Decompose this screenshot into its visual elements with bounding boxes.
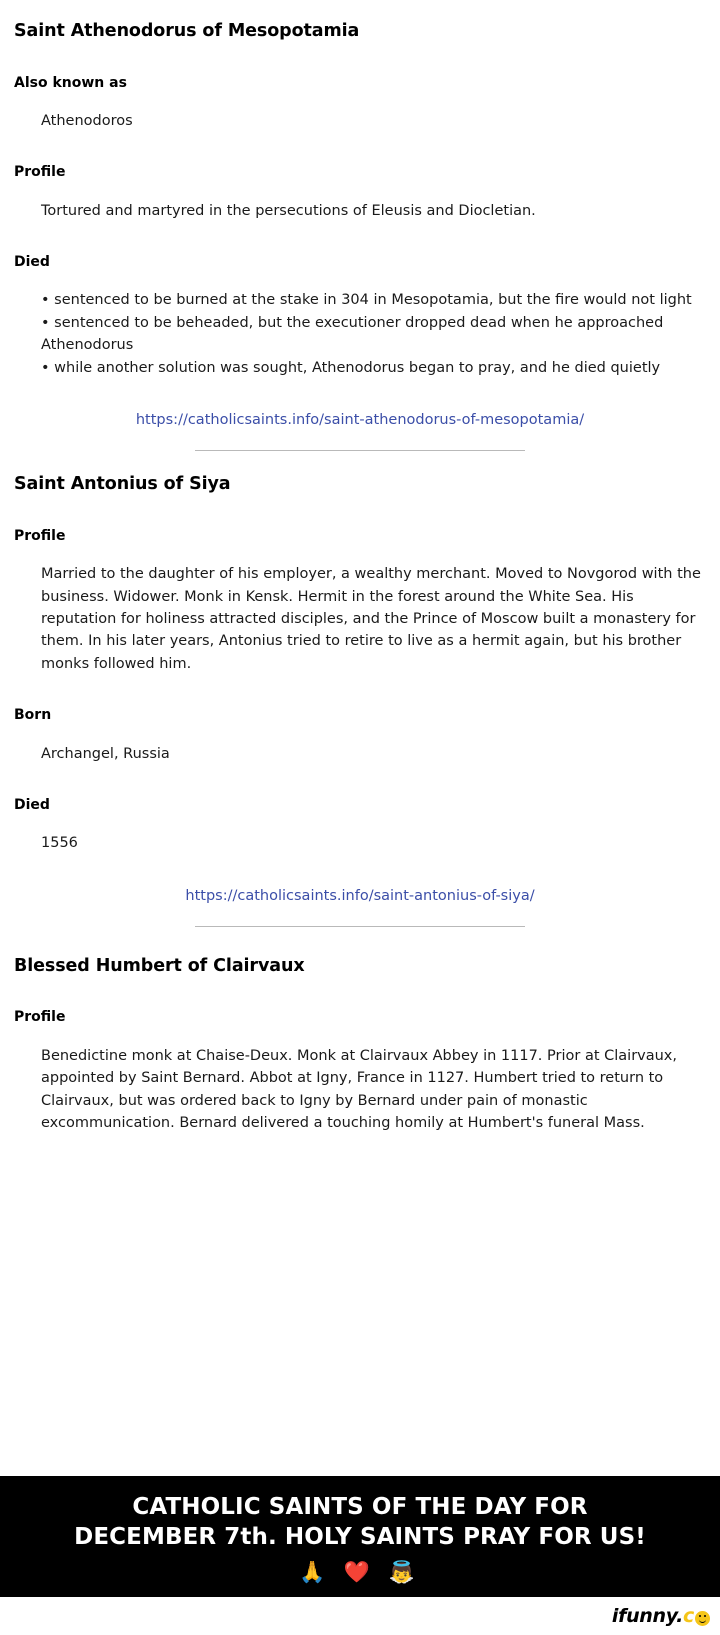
caption-banner: [0, 1476, 720, 1597]
smiley-icon: [695, 1611, 710, 1626]
ifunny-watermark: [612, 1605, 710, 1627]
watermark-text: ifunny.: [611, 1605, 684, 1627]
section-divider: [195, 450, 525, 451]
field-value-profile: Tortured and martyred in the persecutions of Eleusis and Diocletian.: [41, 202, 536, 219]
entry-title: Saint Antonius of Siya: [14, 474, 231, 495]
field-label-profile: Profile: [14, 164, 66, 181]
field-value-born: Archangel, Russia: [41, 745, 170, 762]
died-bullet-list: [41, 289, 706, 379]
banner-line-1: CATHOLIC SAINTS OF THE DAY FOR: [132, 1494, 588, 1521]
field-label-profile: Profile: [14, 527, 66, 544]
list-item: • sentenced to be burned at the stake in 304 in Mesopotamia, but the fire would not light: [41, 292, 692, 309]
entry-title: Blessed Humbert of Clairvaux: [14, 955, 305, 976]
field-value-died: 1556: [41, 835, 78, 852]
field-value-profile: Married to the daughter of his employer, a wealthy merchant. Moved to Novgorod with the business. Widower. Monk in Kensk. Hermit in the forest around the White Sea. His reputation for holiness attracted disciples, and the Prince of Moscow built a monastery for them. In his later years, Antonius tried to retire to live as a hermit again, but his brother monks followed him.: [41, 566, 701, 672]
field-label-died: Died: [14, 797, 50, 814]
banner-emoji-row: 🙏 ❤️ 👼: [299, 1559, 421, 1584]
saint-entry: [14, 949, 706, 1135]
entry-title: Saint Athenodorus of Mesopotamia: [14, 21, 360, 41]
section-divider-wrap: [14, 926, 706, 927]
field-value-profile: Benedictine monk at Chaise-Deux. Monk at Clairvaux Abbey in 1117. Prior at Clairvaux, appointed by Saint Bernard. Abbot at Igny, France in 1127. Humbert tried to return to Clairvaux, but was ordered back to Igny by Bernard under pain of monastic excommunication. Bernard delivered a touching homily at Humbert's funeral Mass.: [41, 1047, 677, 1132]
source-link-row: [14, 885, 706, 904]
watermark-accent-text: c: [683, 1605, 694, 1627]
field-label-born: Born: [14, 707, 52, 724]
footer-watermark-bar: [0, 1597, 720, 1635]
saint-entry: [14, 20, 706, 451]
field-value-also-known-as: Athenodoros: [41, 112, 133, 129]
saint-entry: [14, 473, 706, 927]
source-link[interactable]: https://catholicsaints.info/saint-antonius-of-siya/: [185, 887, 535, 904]
section-divider-wrap: [14, 450, 706, 451]
field-label-also-known-as: Also known as: [14, 74, 127, 91]
banner-line-2: DECEMBER 7th. HOLY SAINTS PRAY FOR US!: [74, 1524, 646, 1551]
field-label-profile: Profile: [14, 1009, 66, 1026]
list-item: • while another solution was sought, Athenodorus began to pray, and he died quietly: [41, 359, 661, 376]
section-divider: [195, 926, 525, 927]
source-link-row: [14, 409, 706, 428]
field-label-died: Died: [14, 254, 50, 271]
list-item: • sentenced to be beheaded, but the executioner dropped dead when he approached Athenodorus: [41, 314, 664, 354]
source-link[interactable]: https://catholicsaints.info/saint-athenodorus-of-mesopotamia/: [135, 412, 585, 429]
